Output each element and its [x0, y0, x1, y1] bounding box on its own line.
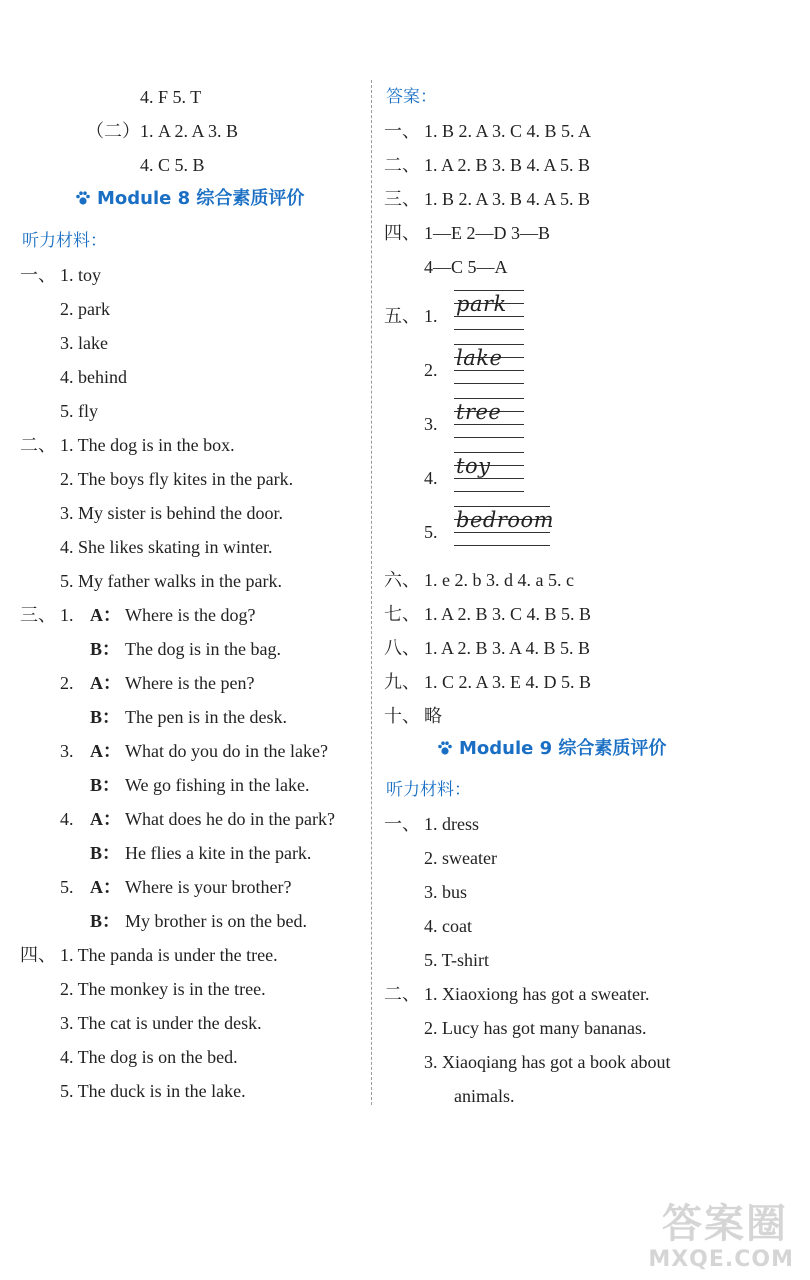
section-label: 六、 [384, 570, 420, 590]
section-label: 三、 [384, 189, 420, 209]
answer-text: 1. B 2. A 3. B 4. A 5. B [424, 189, 591, 209]
section-label: 一、 [384, 814, 420, 834]
item-number: 5. [60, 877, 74, 897]
item-text: 4. behind [60, 367, 127, 387]
speaker-b: B： [90, 707, 121, 727]
answer-text: 1. A 2. B 3. B 4. A 5. B [424, 155, 591, 175]
answer-text: 1. e 2. b 3. d 4. a 5. c [424, 570, 574, 590]
section-label: 七、 [384, 604, 420, 624]
item-text: What do you do in the lake? [125, 741, 328, 761]
section-label: 二、 [384, 155, 420, 175]
section-label: 五、 [384, 306, 420, 326]
item-text: 1. Xiaoxiong has got a sweater. [424, 984, 650, 1004]
handwriting-box [454, 398, 524, 450]
item-text: 1. The panda is under the tree. [60, 945, 278, 965]
item-text: My brother is on the bed. [125, 911, 307, 931]
paw-icon [437, 740, 453, 756]
item-text: 3. Xiaoqiang has got a book about [424, 1052, 671, 1072]
item-text: Where is your brother? [125, 877, 292, 897]
item-number: 5. [424, 522, 438, 542]
item-number: 4. [424, 468, 438, 488]
speaker-b: B： [90, 775, 121, 795]
handwritten-answer: bedroom [456, 508, 555, 532]
handwriting-box [454, 344, 524, 396]
section-label: 一、 [20, 265, 56, 285]
answer-text: 1. B 2. A 3. C 4. B 5. A [424, 121, 592, 141]
item-text: 5. fly [60, 401, 98, 421]
item-text: 5. The duck is in the lake. [60, 1081, 246, 1101]
speaker-a: A： [90, 877, 121, 897]
column-divider [371, 80, 372, 1105]
item-text: 4. She likes skating in winter. [60, 537, 273, 557]
item-text: 2. The monkey is in the tree. [60, 979, 266, 999]
answer-text: 1. A 2. B 3. C 4. B 5. B [424, 604, 592, 624]
module8-heading [75, 182, 304, 216]
item-text: Where is the dog? [125, 605, 256, 625]
speaker-a: A： [90, 809, 121, 829]
item-text: 4. The dog is on the bed. [60, 1047, 238, 1067]
item-number: 3. [60, 741, 74, 761]
item-text: 2. sweater [424, 848, 497, 868]
handwritten-answer: park [456, 292, 507, 316]
speaker-b: B： [90, 911, 121, 931]
watermark-bottom-text: MXQE.COM [648, 1247, 794, 1272]
item-text: 3. bus [424, 882, 468, 902]
answer-text: 1—E 2—D 3—B [424, 223, 550, 243]
item-text: What does he do in the park? [125, 809, 335, 829]
item-text: 2. park [60, 299, 110, 319]
module8-heading-text: Module 8 综合素质评价 [97, 188, 305, 209]
listening-label: 听力材料： [22, 231, 107, 251]
section-label: 八、 [384, 638, 420, 658]
answer-text: 4—C 5—A [424, 257, 508, 277]
item-text: 4. coat [424, 916, 472, 936]
item-text: We go fishing in the lake. [125, 775, 310, 795]
item-text: animals. [454, 1086, 515, 1106]
section-label: 十、 [384, 706, 420, 726]
speaker-b: B： [90, 843, 121, 863]
module9-heading [437, 732, 666, 766]
item-text: Where is the pen? [125, 673, 255, 693]
speaker-a: A： [90, 741, 121, 761]
speaker-a: A： [90, 673, 121, 693]
item-text: 1. The dog is in the box. [60, 435, 235, 455]
section-label: 二、 [384, 984, 420, 1004]
item-text: 3. lake [60, 333, 108, 353]
answer-text: 4. F 5. T [140, 87, 202, 107]
item-number: 2. [60, 673, 74, 693]
answer-text: 1. A 2. B 3. A 4. B 5. B [424, 638, 591, 658]
watermark-top-text: 答案圈 [662, 1201, 788, 1247]
item-text: 2. Lucy has got many bananas. [424, 1018, 647, 1038]
handwritten-answer: tree [456, 400, 502, 424]
handwriting-box [454, 452, 524, 504]
handwritten-answer: lake [456, 346, 503, 370]
item-number: 1. [60, 605, 74, 625]
section-label: 四、 [20, 945, 56, 965]
section-label: 二、 [20, 435, 56, 455]
item-text: 1. toy [60, 265, 102, 285]
section-label: 一、 [384, 121, 420, 141]
item-text: 5. T-shirt [424, 950, 490, 970]
item-text: 3. The cat is under the desk. [60, 1013, 262, 1033]
item-text: The dog is in the bag. [125, 639, 281, 659]
item-text: 3. My sister is behind the door. [60, 503, 283, 523]
item-text: 1. dress [424, 814, 479, 834]
section-label: 四、 [384, 223, 420, 243]
answer-text: 略 [424, 706, 442, 726]
item-text: He flies a kite in the park. [125, 843, 312, 863]
watermark-logo [598, 1192, 798, 1272]
item-text: 2. The boys fly kites in the park. [60, 469, 294, 489]
item-text: The pen is in the desk. [125, 707, 287, 727]
handwriting-box [454, 506, 555, 558]
answer-text: 4. C 5. B [140, 155, 205, 175]
answers-label: 答案： [386, 87, 437, 107]
item-text: 5. My father walks in the park. [60, 571, 282, 591]
speaker-b: B： [90, 639, 121, 659]
paw-icon [75, 190, 91, 206]
handwriting-box [454, 290, 524, 342]
answer-text: 1. C 2. A 3. E 4. D 5. B [424, 672, 592, 692]
section-label: 九、 [384, 672, 420, 692]
item-number: 2. [424, 360, 438, 380]
item-number: 4. [60, 809, 74, 829]
item-number: 3. [424, 414, 438, 434]
speaker-a: A： [90, 605, 121, 625]
item-number: 1. [424, 306, 438, 326]
section-label: 三、 [20, 605, 56, 625]
listening-label: 听力材料： [386, 780, 471, 800]
module9-heading-text: Module 9 综合素质评价 [459, 738, 667, 759]
handwritten-answer: toy [456, 454, 491, 478]
answer-text: （二）1. A 2. A 3. B [86, 121, 239, 141]
